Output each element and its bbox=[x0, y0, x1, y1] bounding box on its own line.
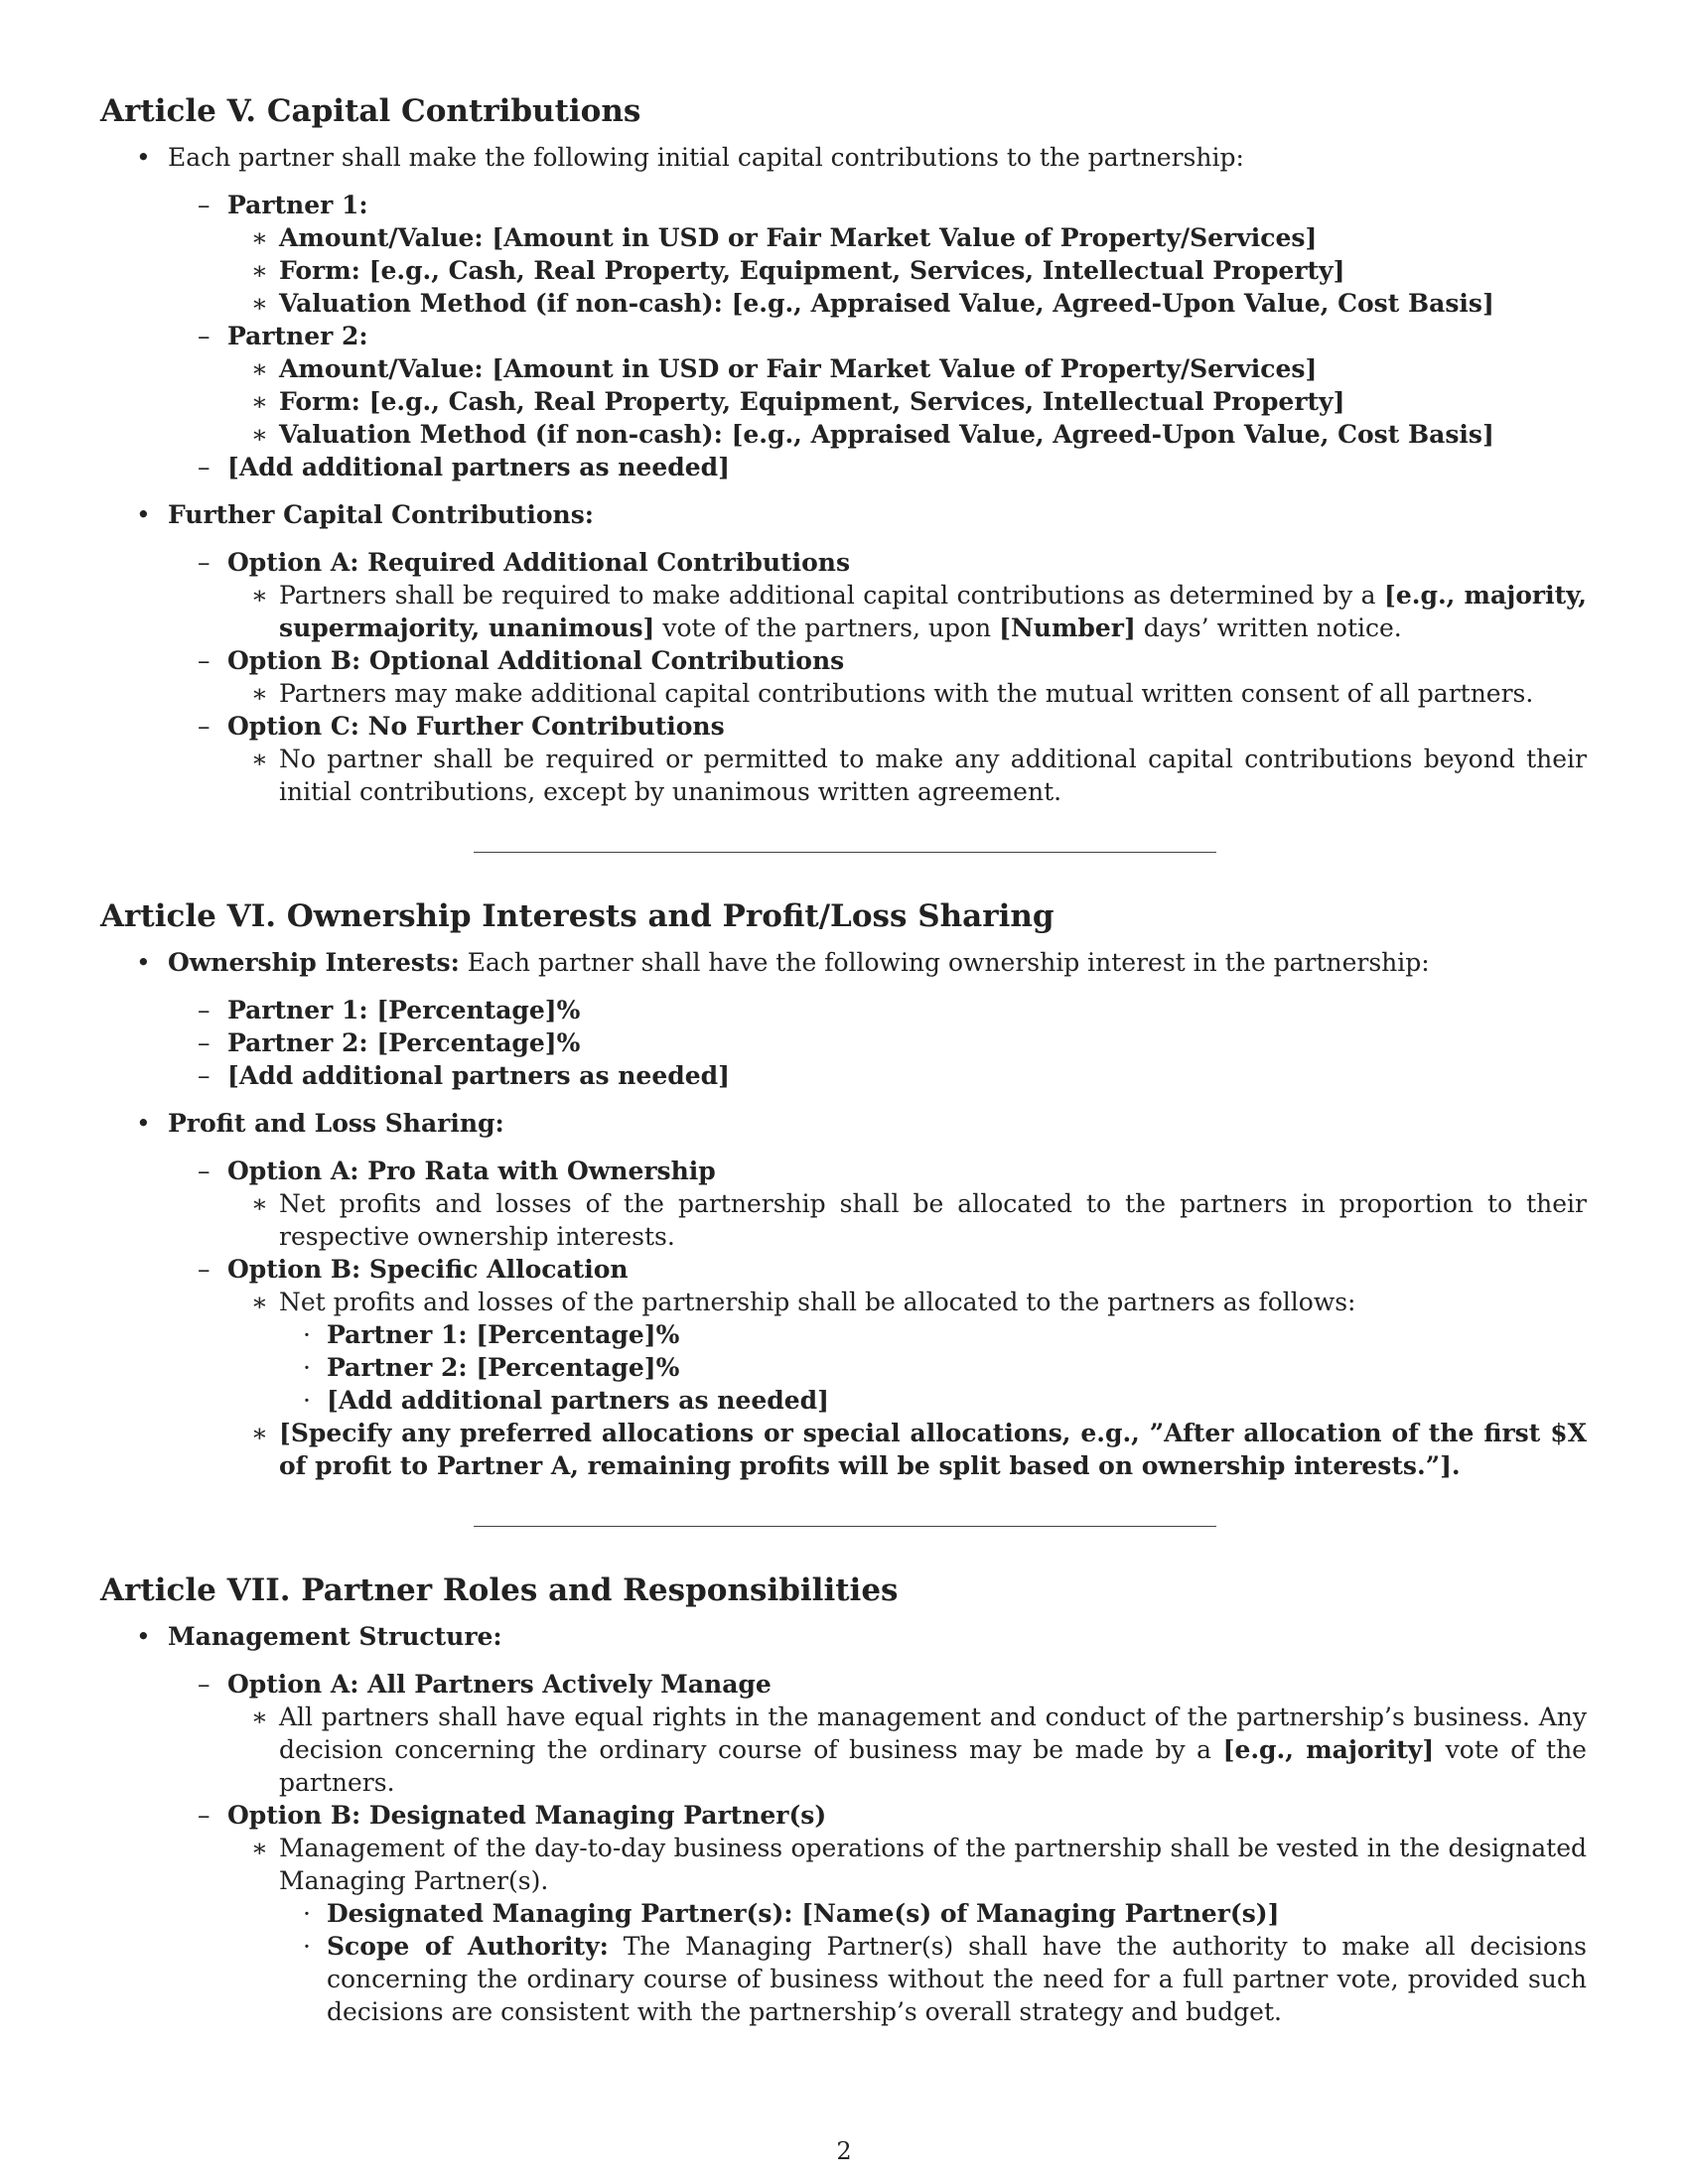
list-item: – Option B: Designated Managing Partner(s) bbox=[198, 1801, 827, 1830]
article-vii-heading: Article VII. Partner Roles and Responsibilities bbox=[100, 1572, 899, 1608]
article-v-heading: Article V. Capital Contributions bbox=[100, 93, 641, 129]
list-item: – Partner 1: [Percentage]% bbox=[198, 996, 581, 1024]
list-item: ∗ All partners shall have equal rights in the management and conduct of the partnership’s business. Any decision concerning the ordinary course of business may be made by a [e.g., majority] vote of the partners. bbox=[251, 1703, 1587, 1797]
list-item: ∗ Net profits and losses of the partnership shall be allocated to the partners in proportion to their respective ownership interests. bbox=[251, 1189, 1587, 1251]
list-item: • Further Capital Contributions: bbox=[136, 500, 595, 529]
list-item: – Partner 2: bbox=[198, 322, 368, 350]
list-item: – Option B: Optional Additional Contributions bbox=[198, 646, 845, 675]
list-item: ∗ Management of the day-to-day business operations of the partnership shall be vested in the designated Managing Partner(s). bbox=[251, 1834, 1587, 1895]
list-item: · Partner 1: [Percentage]% bbox=[303, 1320, 680, 1349]
section-divider bbox=[474, 852, 1216, 853]
list-item: ∗ Partners may make additional capital contributions with the mutual written consent of all partners. bbox=[251, 679, 1534, 708]
list-item: · Designated Managing Partner(s): [Name(s) of Managing Partner(s)] bbox=[303, 1899, 1280, 1928]
list-item: • Profit and Loss Sharing: bbox=[136, 1109, 504, 1138]
list-item: ∗ Amount/Value: [Amount in USD or Fair Market Value of Property/Services] bbox=[251, 354, 1318, 383]
list-item: ∗ Net profits and losses of the partnership shall be allocated to the partners as follows: bbox=[251, 1288, 1356, 1316]
list-item: – Partner 1: bbox=[198, 191, 368, 219]
page-number: 2 bbox=[836, 2137, 852, 2165]
list-item: ∗ Form: [e.g., Cash, Real Property, Equipment, Services, Intellectual Property] bbox=[251, 256, 1345, 285]
list-item: • Each partner shall make the following initial capital contributions to the partnership: bbox=[136, 143, 1244, 172]
list-item: ∗ No partner shall be required or permitted to make any additional capital contributions beyond their initial contributions, except by unanimous written agreement. bbox=[251, 745, 1587, 806]
list-item: – Option A: All Partners Actively Manage bbox=[198, 1670, 772, 1699]
list-item: ∗ [Specify any preferred allocations or special allocations, e.g., ”After allocation of the first $X of profit to Partner A, remaining profits will be split based on ownership interests.”]. bbox=[251, 1419, 1587, 1480]
page-content bbox=[100, 91, 1587, 2028]
list-item: – Option C: No Further Contributions bbox=[198, 712, 725, 741]
list-item: ∗ Partners shall be required to make additional capital contributions as determined by a [e.g., majority, supermajority, unanimous] vote of the partners, upon [Number] days’ written notice. bbox=[251, 581, 1587, 642]
list-item: ∗ Valuation Method (if non-cash): [e.g., Appraised Value, Agreed-Upon Value, Cost Basis] bbox=[251, 420, 1494, 449]
list-item: – Option A: Required Additional Contributions bbox=[198, 548, 851, 577]
list-item: – Option A: Pro Rata with Ownership bbox=[198, 1157, 716, 1185]
list-item: ∗ Valuation Method (if non-cash): [e.g., Appraised Value, Agreed-Upon Value, Cost Basis] bbox=[251, 289, 1494, 318]
list-item: · Partner 2: [Percentage]% bbox=[303, 1353, 680, 1382]
list-item: – Partner 2: [Percentage]% bbox=[198, 1028, 581, 1057]
list-item: ∗ Amount/Value: [Amount in USD or Fair Market Value of Property/Services] bbox=[251, 223, 1318, 252]
article-vi-heading: Article VI. Ownership Interests and Profit/Loss Sharing bbox=[100, 898, 1055, 934]
list-item: • Ownership Interests: Each partner shall have the following ownership interest in the partnership: bbox=[136, 948, 1430, 977]
section-divider bbox=[474, 1526, 1216, 1527]
list-item: · Scope of Authority: The Managing Partner(s) shall have the authority to make all decisions concerning the ordinary course of business without the need for a full partner vote, provided such decisions are consistent with the partnership’s overall strategy and budget. bbox=[303, 1932, 1588, 2026]
list-item: – Option B: Specific Allocation bbox=[198, 1255, 629, 1284]
list-item: – [Add additional partners as needed] bbox=[198, 453, 730, 481]
list-item: – [Add additional partners as needed] bbox=[198, 1061, 730, 1090]
list-item: · [Add additional partners as needed] bbox=[303, 1386, 829, 1415]
list-item: ∗ Form: [e.g., Cash, Real Property, Equipment, Services, Intellectual Property] bbox=[251, 387, 1345, 416]
list-item: • Management Structure: bbox=[136, 1622, 502, 1651]
